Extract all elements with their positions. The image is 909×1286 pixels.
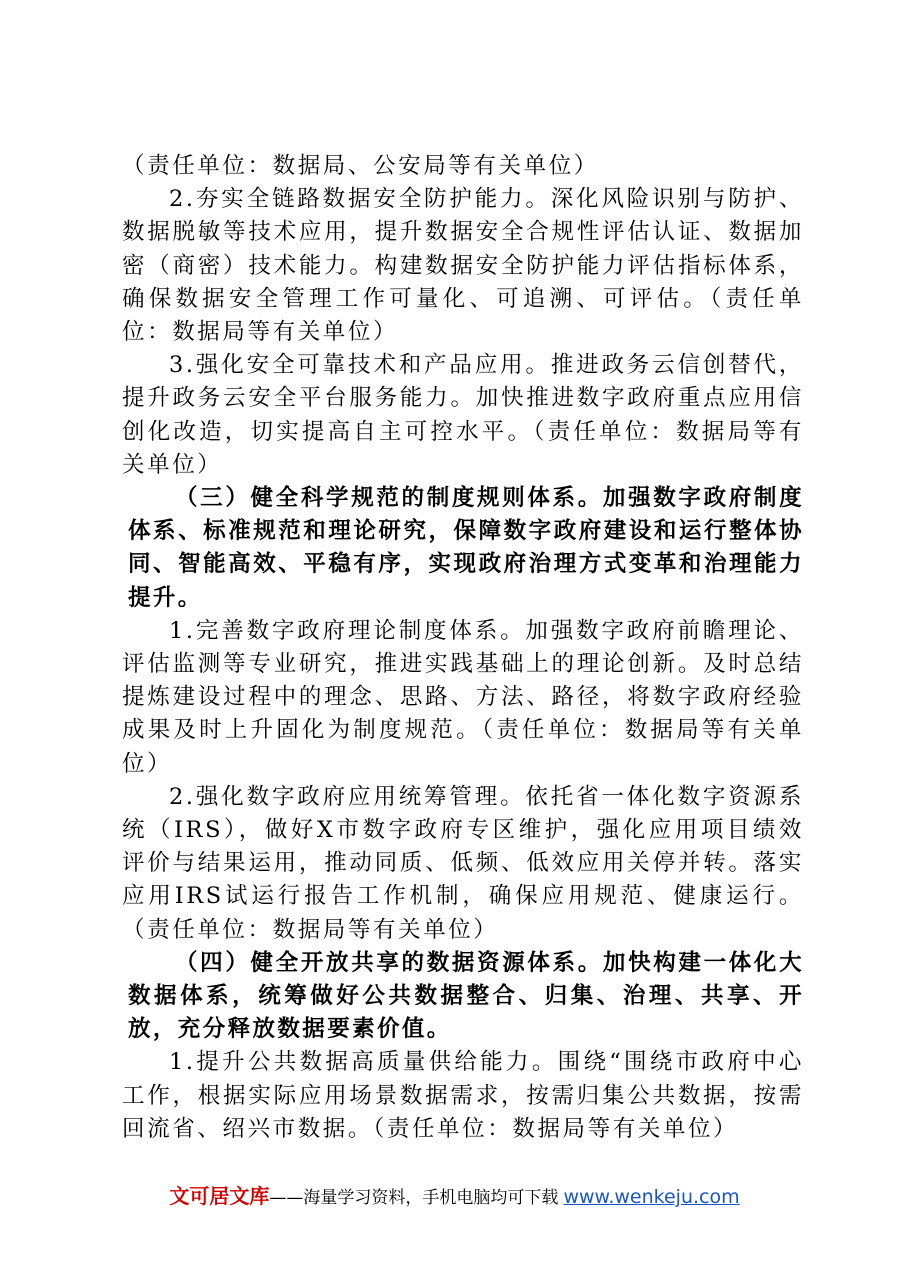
paragraph-item-public-data: 1.提升公共数据高质量供给能力。围绕“围绕市政府中心工作，根据实际应用场景数据需求，按需归集公共数据，按需回流省、绍兴市数据。（责任单位：数据局等有关单位） [122,1049,804,1142]
paragraph-item-secure-tech: 3.强化安全可靠技术和产品应用。推进政务云信创替代，提升政务云安全平台服务能力。加快推进数字政府重点应用信创化改造，切实提高自主可控水平。（责任单位：数据局等有关单位） [122,352,804,478]
document-body [122,150,804,1146]
section-heading-4: （四）健全开放共享的数据资源体系。加快构建一体化大数据体系，统筹做好公共数据整合、归集、治理、共享、开放，充分释放数据要素价值。 [128,949,804,1043]
paragraph-item-data-security: 2.夯实全链路数据安全防护能力。深化风险识别与防护、数据脱敏等技术应用，提升数据安全合规性评估认证、数据加密（商密）技术能力。构建数据安全防护能力评估指标体系，确保数据安全管理工作可量化、可追溯、可评估。（责任单位：数据局等有关单位） [122,186,804,346]
footer-banner [0,1180,909,1209]
paragraph-item-app-management: 2.强化数字政府应用统筹管理。依托省一体化数字资源系统（IRS），做好X市数字政府专区维护，强化应用项目绩效评价与结果运用，推动同质、低频、低效应用关停并转。落实应用IRS试运行报告工作机制，确保应用规范、健康运行。（责任单位：数据局等有关单位） [122,783,804,943]
footer-website-link[interactable]: www.wenkeju.com [563,1186,740,1208]
footer-slogan: ——海量学习资料，手机电脑均可下载 [269,1188,559,1208]
footer-brand: 文可居文库 [169,1184,270,1208]
paragraph-item-theory-system: 1.完善数字政府理论制度体系。加强数字政府前瞻理论、评估监测等专业研究，推进实践基础上的理论创新。及时总结提炼建设过程中的理念、思路、方法、路径，将数字政府经验成果及时上升固化为制度规范。（责任单位：数据局等有关单位） [122,617,804,777]
paragraph-responsibility: （责任单位：数据局、公安局等有关单位） [122,153,599,179]
section-heading-3: （三）健全科学规范的制度规则体系。加强数字政府制度体系、标准规范和理论研究，保障数字政府建设和运行整体协同、智能高效、平稳有序，实现政府治理方式变革和治理能力提升。 [128,485,804,611]
